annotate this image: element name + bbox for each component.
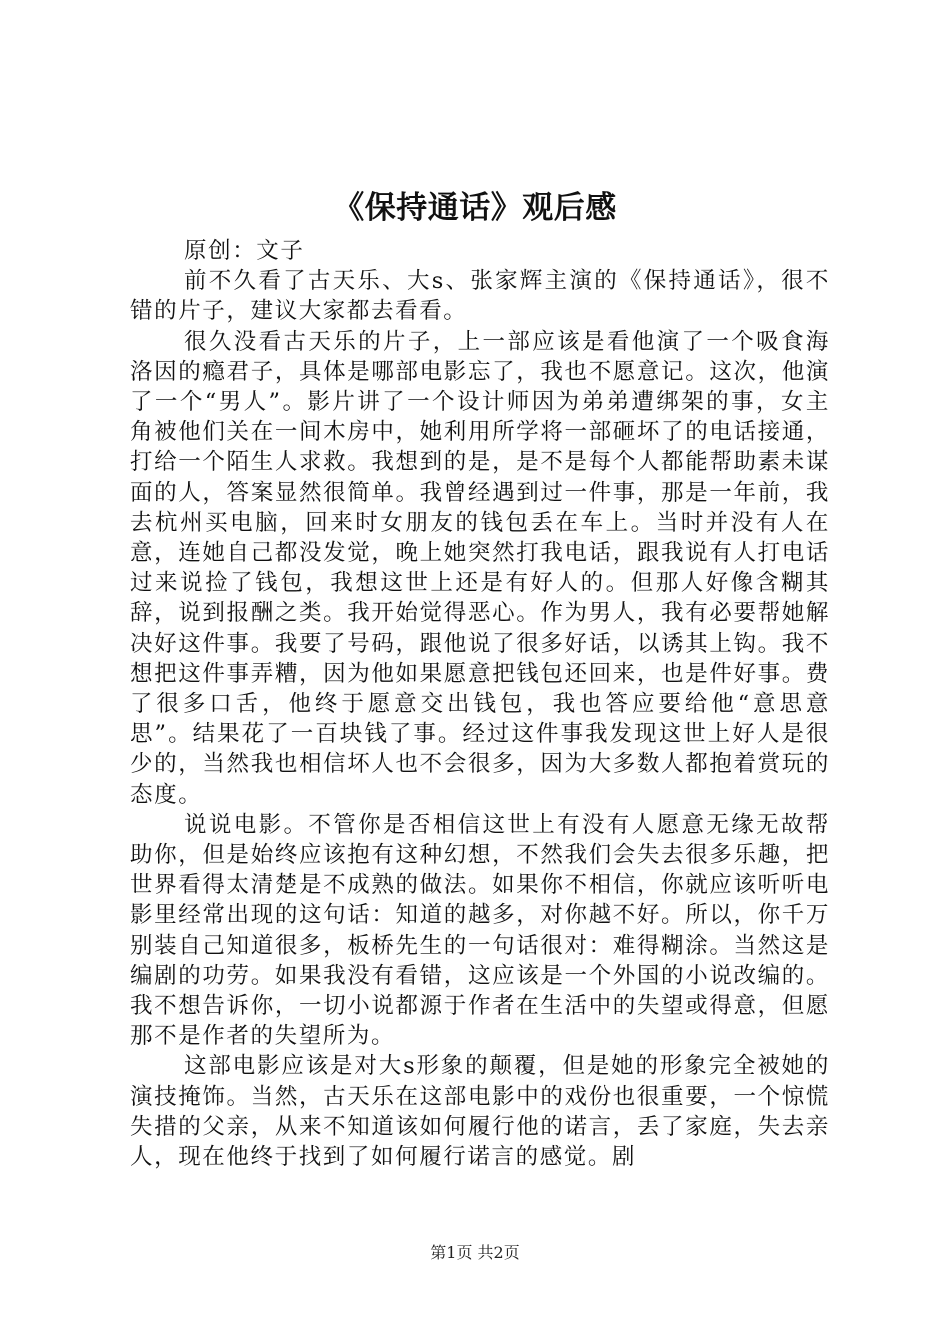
paragraph-actors: 这部电影应该是对大s形象的颠覆，但是她的形象完全被她的演技掩饰。当然，古天乐在这部电影中的戏份也很重要，一个惊慌失措的父亲，从来不知道该如何履行他的诺言，丢了家庭，失去亲人，现在他终于找到了如何履行诺言的感觉。剧	[130, 1053, 830, 1171]
paragraph-intro: 前不久看了古天乐、大s、张家辉主演的《保持通话》，很不错的片子，建议大家都去看看。	[130, 268, 830, 325]
paragraph-film: 说说电影。不管你是否相信这世上有没有人愿意无缘无故帮助你，但是始终应该抱有这种幻想，不然我们会失去很多乐趣，把世界看得太清楚是不成熟的做法。如果你不相信，你就应该听听电影里经常出现的这句话：知道的越多，对你越不好。所以，你千万别装自己知道很多，板桥先生的一句话很对：难得糊涂。当然这是编剧的功劳。如果我没有看错，这应该是一个外国的小说改编的。我不想告诉你，一切小说都源于作者在生活中的失望或得意，但愿那不是作者的失望所为。	[130, 811, 830, 1050]
page-number: 第1页 共2页	[430, 1243, 520, 1262]
author-line: 原创：文子	[184, 238, 305, 264]
document-title: 《保持通话》观后感	[333, 190, 617, 226]
paragraph-story: 很久没看古天乐的片子，上一部应该是看他演了一个吸食海洛因的瘾君子，具体是哪部电影忘了，我也不愿意记。这次，他演了一个“男人”。影片讲了一个设计师因为弟弟遭绑架的事，女主角被他们关在一间木房中，她利用所学将一部砸坏了的电话接通，打给一个陌生人求救。我想到的是，是不是每个人都能帮助素未谋面的人，答案显然很简单。我曾经遇到过一件事，那是一年前，我去杭州买电脑，回来时女朋友的钱包丢在车上。当时并没有人在意，连她自己都没发觉，晚上她突然打我电话，跟我说有人打电话过来说捡了钱包，我想这世上还是有好人的。但那人好像含糊其辞，说到报酬之类。我开始觉得恶心。作为男人，我有必要帮她解决好这件事。我要了号码，跟他说了很多好话，以诱其上钩。我不想把这件事弄糟，因为他如果愿意把钱包还回来，也是件好事。费了很多口舌，他终于愿意交出钱包，我也答应要给他“意思意思”。结果花了一百块钱了事。经过这件事我发现这世上好人是很少的，当然我也相信坏人也不会很多，因为大多数人都抱着赏玩的态度。	[130, 328, 830, 808]
document-body	[130, 236, 830, 1172]
